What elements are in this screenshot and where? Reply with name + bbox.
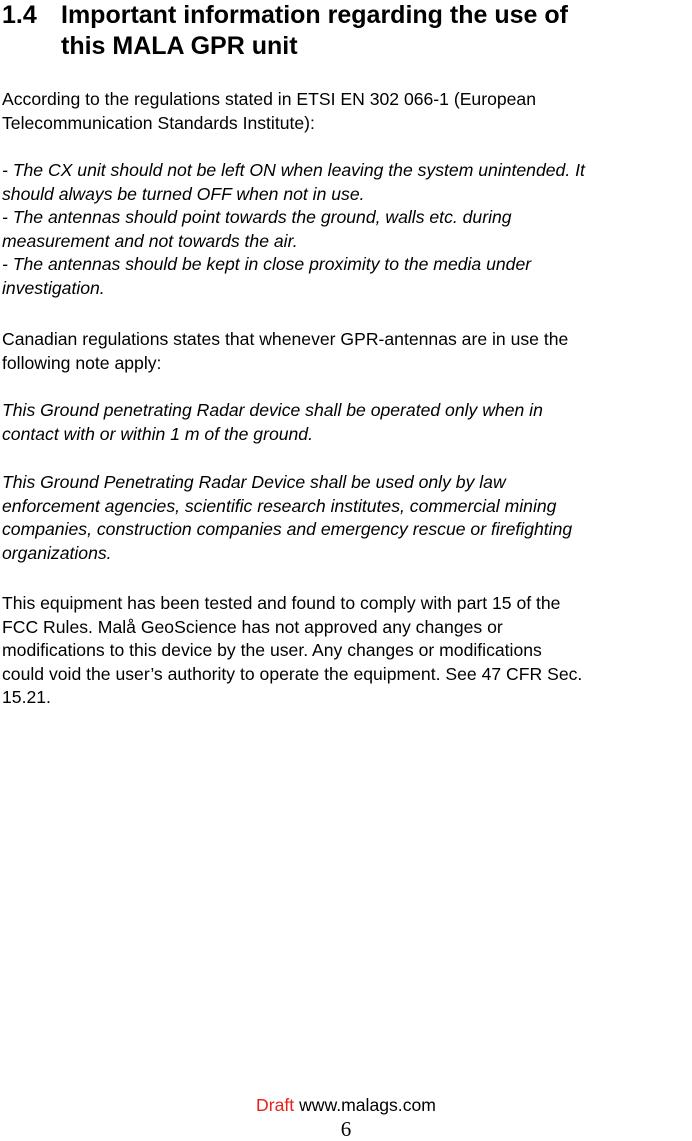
canadian-note-2-line-4: organizations. [2, 542, 112, 563]
canadian-note-2-line-1: This Ground Penetrating Radar Device shall be used only by law [2, 472, 506, 492]
intro-paragraph [2, 88, 692, 135]
intro-line-2: Telecommunication Standards Institute): [2, 112, 315, 133]
etsi-rule-line-3: - The antennas should point towards the ground, walls etc. during [2, 207, 512, 227]
fcc-line-2: FCC Rules. Malå GeoScience has not approved any changes or [2, 616, 503, 637]
canadian-note-1-paragraph [2, 399, 692, 446]
canadian-intro-line-1: Canadian regulations states that whenever GPR-antennas are in use the [2, 329, 569, 349]
fcc-line-3: modifications to this device by the user. Any changes or modifications [2, 640, 542, 660]
canadian-note-2-line-3: companies, construction companies and emergency rescue or firefighting [2, 519, 573, 539]
section-title-line-1: Important information regarding the use of [61, 1, 568, 29]
canadian-intro-line-2: following note apply: [2, 352, 162, 373]
section-number: 1.4 [2, 1, 37, 29]
etsi-rules-paragraph [2, 159, 692, 300]
canadian-note-1-line-2: contact with or within 1 m of the ground. [2, 423, 313, 444]
draft-label: Draft [256, 1095, 295, 1115]
intro-line-1: According to the regulations stated in ETSI EN 302 066-1 (European [2, 89, 536, 109]
page-footer [0, 1094, 692, 1116]
fcc-line-5: 15.21. [2, 687, 51, 707]
fcc-paragraph [2, 592, 692, 710]
section-heading [2, 0, 690, 62]
etsi-rule-line-1: - The CX unit should not be left ON when leaving the system unintended. It [2, 160, 585, 180]
fcc-line-1: This equipment has been tested and found to comply with part 15 of the [2, 593, 561, 613]
etsi-rule-line-6: investigation. [2, 277, 105, 298]
footer-website: www.malags.com [299, 1095, 436, 1115]
section-title-line-2: this MALA GPR unit [61, 32, 298, 60]
etsi-rule-line-5: - The antennas should be kept in close proximity to the media under [2, 254, 532, 274]
page-number: 6 [340, 1117, 352, 1141]
etsi-rule-line-4: measurement and not towards the air. [2, 230, 298, 251]
canadian-intro-paragraph [2, 328, 692, 375]
etsi-rule-line-2: should always be turned OFF when not in use. [2, 183, 365, 204]
canadian-note-1-line-1: This Ground penetrating Radar device shall be operated only when in [2, 400, 543, 420]
fcc-line-4: could void the user’s authority to operate the equipment. See 47 CFR Sec. [2, 663, 583, 684]
canadian-note-2-line-2: enforcement agencies, scientific research institutes, commercial mining [2, 495, 557, 516]
canadian-note-2-paragraph [2, 471, 692, 565]
